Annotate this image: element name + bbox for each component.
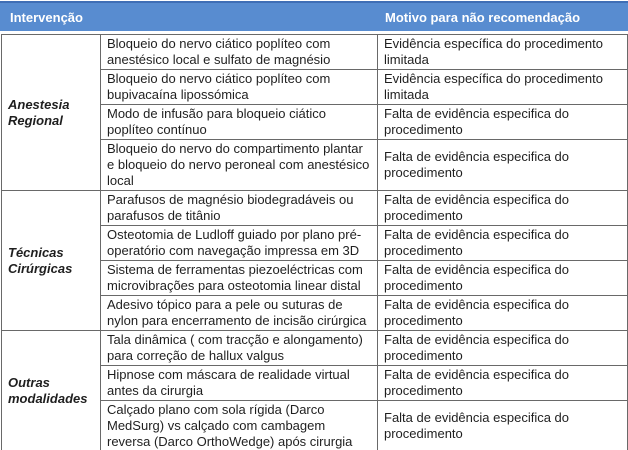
header-reason: Motivo para não recomendação: [385, 9, 581, 25]
intervention-cell: Modo de infusão para bloqueio ciático poplíteo contínuo: [101, 105, 378, 140]
table-header-row: [0, 1, 628, 31]
group-cell: Outras modalidades: [2, 331, 101, 450]
table-body-grid: [1, 34, 628, 450]
reason-cell: Falta de evidência especifica do procedimento: [378, 191, 628, 226]
intervention-cell: Calçado plano com sola rígida (Darco MedSurg) vs calçado com cambagem reversa (Darco OrthoWedge) após cirurgia: [101, 401, 378, 450]
reason-cell: Falta de evidência especifica do procedimento: [378, 331, 628, 366]
reason-cell: Falta de evidência especifica do procedimento: [378, 366, 628, 401]
header-intervention: Intervenção: [10, 9, 83, 25]
intervention-cell: Bloqueio do nervo do compartimento plantar e bloqueio do nervo peroneal com anestésico local: [101, 140, 378, 191]
reason-cell: Falta de evidência especifica do procedimento: [378, 401, 628, 450]
intervention-cell: Tala dinâmica ( com tracção e alongamento) para correção de hallux valgus: [101, 331, 378, 366]
intervention-cell: Bloqueio do nervo ciático poplíteo com bupivacaína lipossómica: [101, 70, 378, 105]
table-body: [2, 35, 628, 450]
reason-cell: Falta de evidência especifica do procedimento: [378, 261, 628, 296]
intervention-cell: Osteotomia de Ludloff guiado por plano pré-operatório com navegação impressa em 3D: [101, 226, 378, 261]
reason-cell: Evidência específica do procedimento limitada: [378, 70, 628, 105]
intervention-cell: Parafusos de magnésio biodegradáveis ou parafusos de titânio: [101, 191, 378, 226]
reason-cell: Falta de evidência especifica do procedimento: [378, 296, 628, 331]
group-cell: Técnicas Cirúrgicas: [2, 191, 101, 331]
intervention-cell: Bloqueio do nervo ciático poplíteo com anestésico local e sulfato de magnésio: [101, 35, 378, 70]
reason-cell: Falta de evidência especifica do procedimento: [378, 105, 628, 140]
table-row: [2, 35, 628, 70]
reason-cell: Falta de evidência especifica do procedimento: [378, 140, 628, 191]
intervention-cell: Sistema de ferramentas piezoeléctricas com microvibrações para osteotomia linear distal: [101, 261, 378, 296]
table-row: [2, 331, 628, 366]
table-row: [2, 191, 628, 226]
intervention-cell: Adesivo tópico para a pele ou suturas de nylon para encerramento de incisão cirúrgica: [101, 296, 378, 331]
reason-cell: Falta de evidência especifica do procedimento: [378, 226, 628, 261]
intervention-cell: Hipnose com máscara de realidade virtual antes da cirurgia: [101, 366, 378, 401]
reason-cell: Evidência específica do procedimento limitada: [378, 35, 628, 70]
group-cell: Anestesia Regional: [2, 35, 101, 191]
